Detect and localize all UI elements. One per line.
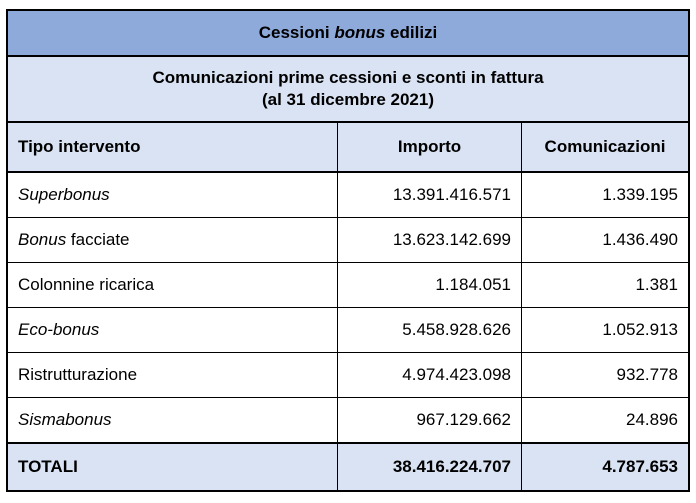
row-type (8, 218, 338, 262)
row-amount: 13.391.416.571 (338, 173, 522, 217)
title-prefix: Cessioni (258, 23, 335, 42)
table-title (8, 11, 688, 57)
table-row (8, 218, 688, 263)
row-count: 932.778 (616, 365, 678, 384)
column-header-row (8, 123, 688, 173)
total-row (8, 443, 688, 490)
row-amount: 5.458.928.626 (338, 308, 522, 352)
row-count: 24.896 (626, 410, 678, 429)
title-italic: bonus (334, 23, 386, 42)
row-type-italic: Bonus (18, 230, 67, 249)
total-amount: 38.416.224.707 (338, 444, 522, 490)
total-count: 4.787.653 (602, 457, 678, 476)
subtitle-line2: (al 31 dicembre 2021) (262, 90, 434, 109)
subtitle-line1: Comunicazioni prime cessioni e sconti in fattura (152, 68, 544, 87)
row-type (8, 263, 338, 307)
bonus-table (6, 9, 690, 492)
row-type-plain: facciate (66, 230, 130, 249)
row-amount: 1.184.051 (338, 263, 522, 307)
column-header-type: Tipo intervento (8, 123, 338, 171)
row-type-italic: Eco-bonus (18, 320, 100, 339)
table-row (8, 398, 688, 443)
column-header-count: Comunicazioni (544, 137, 666, 156)
row-type-plain: Ristrutturazione (18, 365, 138, 384)
table-row (8, 353, 688, 398)
column-header-amount: Importo (338, 123, 522, 171)
row-type (8, 353, 338, 397)
total-label: TOTALI (8, 444, 338, 490)
table-row (8, 173, 688, 218)
row-count: 1.381 (635, 275, 678, 294)
row-type-plain: Colonnine ricarica (18, 275, 155, 294)
row-count: 1.052.913 (602, 320, 678, 339)
table-subtitle (8, 57, 688, 123)
row-amount: 4.974.423.098 (338, 353, 522, 397)
row-count: 1.436.490 (602, 230, 678, 249)
table-row (8, 308, 688, 353)
row-amount: 967.129.662 (338, 398, 522, 442)
title-suffix: edilizi (385, 23, 438, 42)
row-count: 1.339.195 (602, 185, 678, 204)
row-type-italic: Superbonus (18, 185, 110, 204)
table-row (8, 263, 688, 308)
row-type (8, 308, 338, 352)
row-amount: 13.623.142.699 (338, 218, 522, 262)
row-type-italic: Sismabonus (18, 410, 112, 429)
row-type (8, 173, 338, 217)
row-type (8, 398, 338, 442)
